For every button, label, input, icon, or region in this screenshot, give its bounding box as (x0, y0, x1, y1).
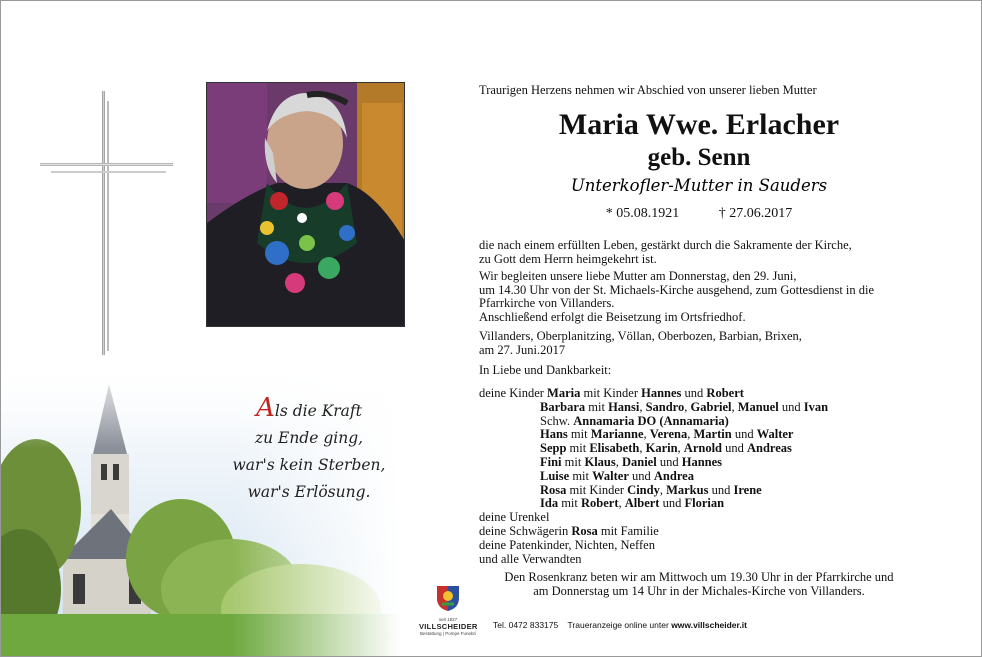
cross-horizontal-shadow (51, 171, 166, 173)
footer-online-label: Traueranzeige online unter (567, 620, 669, 630)
family-row: Hans mit Marianne, Verena, Martin und Walter (540, 427, 794, 442)
poem (229, 395, 389, 506)
poem-initial: A (256, 393, 275, 423)
logo-name: VILLSCHEIDER (419, 622, 478, 631)
family-row: Luise mit Walter und Andrea (540, 468, 694, 483)
family-row: deine Kinder Maria mit Kinder Hannes und Robert (479, 386, 744, 400)
portrait-photo (206, 82, 405, 327)
cross-vertical-shadow (107, 101, 109, 351)
family-row: Schw. Annamaria DO (Annamaria) (540, 413, 729, 428)
death-date: † 27.06.2017 (718, 206, 793, 221)
life-dates (479, 206, 919, 222)
family-row: Fini mit Klaus, Daniel und Hannes (540, 454, 723, 469)
intro-text: Traurigen Herzens nehmen wir Abschied von unserer lieben Mutter (479, 83, 817, 97)
family-row: Barbara mit Hansi, Sandro, Gabriel, Manuel und Ivan (540, 399, 829, 414)
family-list (479, 387, 939, 566)
paragraph-funeral: Wir begleiten unsere liebe Mutter am Donnerstag, den 29. Juni, um 14.30 Uhr von der St. Michaels-Kirche ausgehend, zum Gottesdienst in die Pfarrkirche von Villanders. Anschließend erfolgt die Beisetzung im Ortsfriedhof. (479, 269, 875, 324)
family-row: Rosa mit Kinder Cindy, Markus und Irene (540, 482, 762, 497)
logo-since: seit 1927 (438, 617, 458, 622)
coat-of-arms-icon (433, 584, 463, 612)
poem-line-4: war's Erlösung. (247, 483, 371, 501)
family-row: deine Patenkinder, Nichten, Neffen (479, 537, 655, 552)
birth-date: * 05.08.1921 (605, 206, 680, 221)
funeral-home-logo (419, 584, 477, 636)
paragraph-passing: die nach einem erfüllten Leben, gestärkt durch die Sakramente der Kirche, zu Gott dem Herrn heimgekehrt ist. (479, 238, 852, 266)
family-row: deine Schwägerin Rosa mit Familie (479, 523, 659, 538)
footer-contact (493, 620, 747, 630)
poem-line-1: Als die Kraft (256, 393, 362, 423)
paragraph-gratitude: In Liebe und Dankbarkeit: (479, 363, 612, 377)
poem-line-2: zu Ende ging, (254, 429, 364, 447)
family-row: Sepp mit Elisabeth, Karin, Arnold und Andreas (540, 441, 792, 456)
poem-line-3: war's kein Sterben, (232, 456, 386, 474)
footer-phone: Tel. 0472 833175 (493, 620, 559, 630)
logo-subtitle: Bestattung | Pompe Funebri (420, 631, 476, 636)
cross-vertical-beam (102, 91, 105, 355)
family-row: deine Urenkel (479, 510, 550, 525)
rosary-notice: Den Rosenkranz beten wir am Mittwoch um 19.30 Uhr in der Pfarrkirche und am Donnerstag um 14 Uhr in der Michales-Kirche von Villanders. (504, 570, 894, 598)
birth-name: geb. Senn (647, 144, 751, 171)
nickname: Unterkofler-Mutter in Sauders (570, 176, 828, 195)
family-row: Ida mit Robert, Albert und Florian (540, 496, 725, 511)
paragraph-places: Villanders, Oberplanitzing, Völlan, Oberbozen, Barbian, Brixen, am 27. Juni.2017 (479, 329, 802, 357)
family-row: und alle Verwandten (479, 551, 582, 566)
deceased-name: Maria Wwe. Erlacher (558, 108, 840, 141)
cross-horizontal-beam (40, 163, 173, 166)
footer-url-link[interactable]: www.villscheider.it (671, 620, 747, 630)
